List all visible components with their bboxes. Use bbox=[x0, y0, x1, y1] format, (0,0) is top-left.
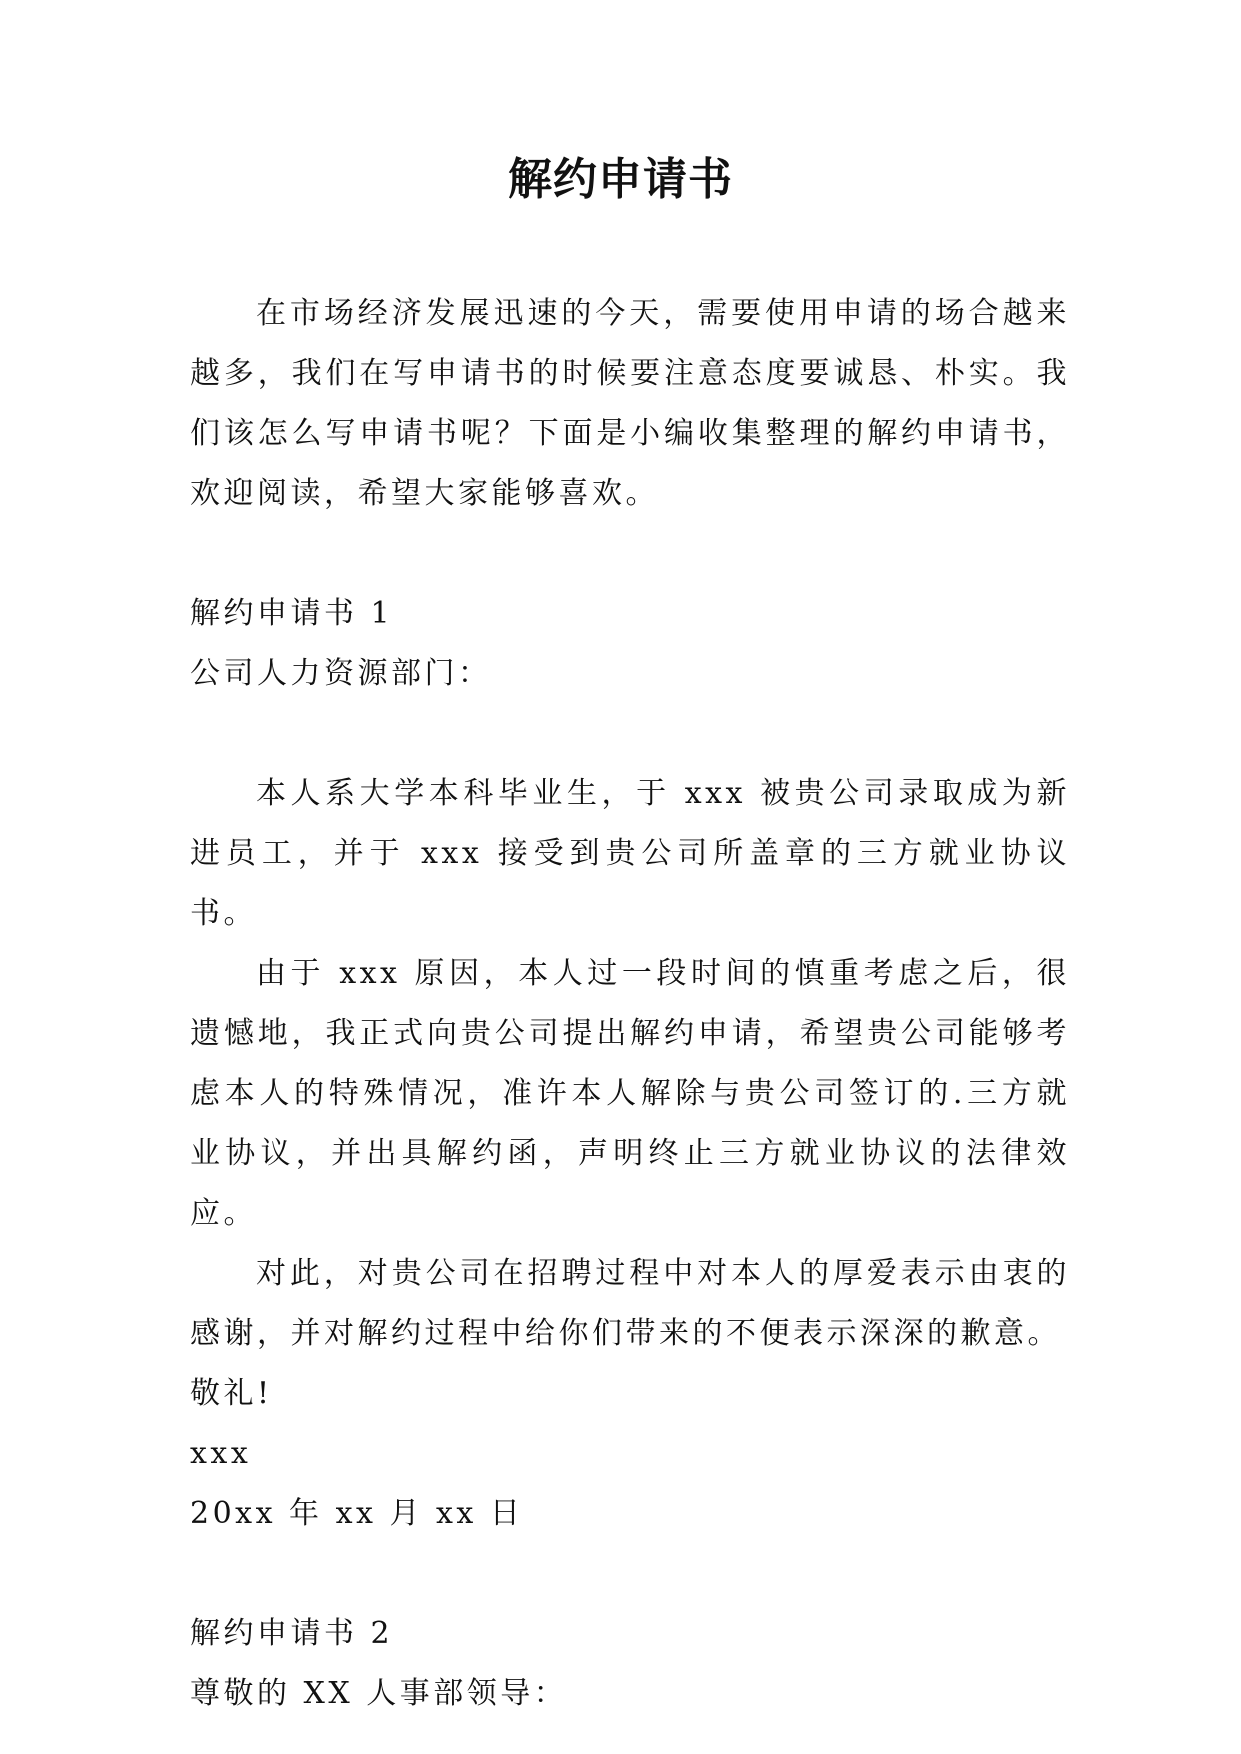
spacer bbox=[190, 704, 1070, 764]
section1-closing: 敬礼! bbox=[190, 1376, 273, 1411]
section1-salutation: 公司人力资源部门： bbox=[190, 656, 492, 691]
section1-paragraph-1: 本人系大学本科毕业生，于 xxx 被贵公司录取成为新进员工，并于 xxx 接受到贵公司所盖章的三方就业协议书。 bbox=[190, 776, 1070, 931]
section2-heading: 解约申请书 2 bbox=[190, 1616, 394, 1651]
spacer bbox=[190, 1544, 1070, 1604]
spacer bbox=[190, 524, 1070, 584]
section1-paragraph-2: 由于 xxx 原因，本人过一段时间的慎重考虑之后，很遗憾地，我正式向贵公司提出解约申请，希望贵公司能够考虑本人的特殊情况，准许本人解除与贵公司签订的.三方就业协议，并出具解约函，声明终止三方就业协议的法律效应。 bbox=[190, 956, 1070, 1231]
document-title: 解约申请书 bbox=[508, 154, 733, 205]
section1-heading: 解约申请书 1 bbox=[190, 596, 394, 631]
section2-salutation: 尊敬的 XX 人事部领导： bbox=[190, 1676, 568, 1711]
section1-signature: xxx bbox=[190, 1436, 252, 1471]
section1-paragraph-3: 对此，对贵公司在招聘过程中对本人的厚爱表示由衷的感谢，并对解约过程中给你们带来的不便表示深深的歉意。 bbox=[190, 1256, 1070, 1351]
intro-paragraph: 在市场经济发展迅速的今天，需要使用申请的场合越来越多，我们在写申请书的时候要注意态度要诚恳、朴实。我们该怎么写申请书呢？下面是小编收集整理的解约申请书，欢迎阅读，希望大家能够喜欢。 bbox=[190, 296, 1070, 511]
section1-date: 20xx 年 xx 月 xx 日 bbox=[190, 1496, 524, 1531]
document-body bbox=[190, 284, 1070, 1724]
